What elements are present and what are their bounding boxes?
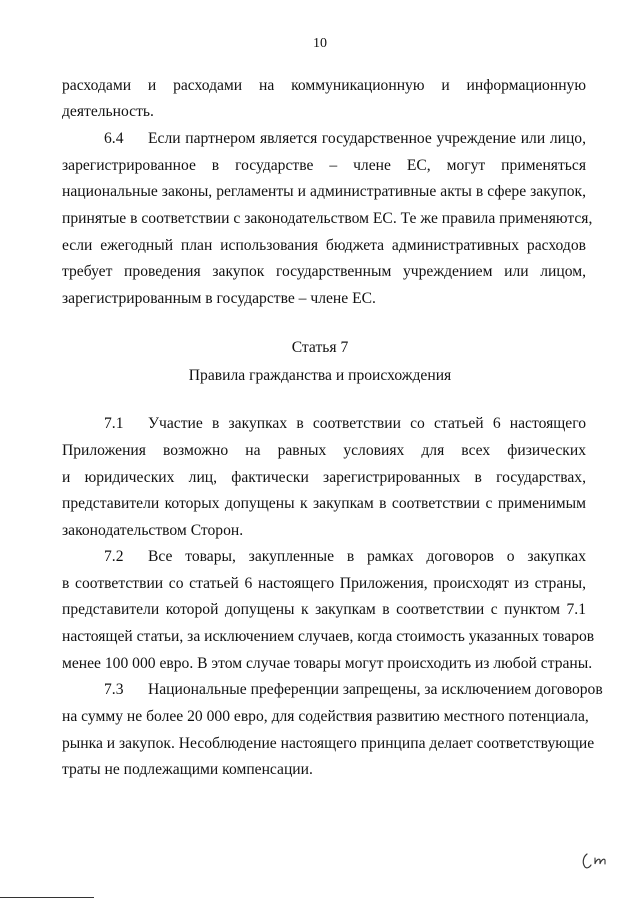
paragraph-7-3-line-1 — [104, 680, 603, 700]
paragraph-6-4-line-2: зарегистрированное в государстве – члене ЕС, могут применяться — [62, 157, 586, 174]
paragraph-7-2-line-4: настоящей статьи, за исключением случаев, когда стоимость указанных товаров — [62, 628, 595, 645]
paragraph-7-2-line-1 — [104, 547, 586, 567]
paragraph-7-2-line-3: представители которой допущены к закупкам в соответствии с пунктом 7.1 — [62, 601, 586, 618]
paragraph-6-4-text-1: Если партнером является государственное учреждение или лицо, — [148, 130, 586, 147]
paragraph-7-2-line-5: менее 100 000 евро. В этом случае товары могут происходить из любой страны. — [62, 655, 593, 672]
paragraph-7-2-line-2: в соответствии со статьей 6 настоящего Приложения, происходят из страны, — [62, 575, 586, 592]
paragraph-7-1-text-1: Участие в закупках в соответствии со статьей 6 настоящего — [148, 415, 586, 432]
paragraph-6-4-line-4: принятые в соответствии с законодательством ЕС. Те же правила применяются, — [62, 210, 593, 227]
handwritten-initials — [578, 848, 618, 872]
intro-line-1: расходами и расходами на коммуникационную и информационную — [62, 77, 586, 94]
paragraph-6-4-line-1 — [104, 129, 586, 149]
paragraph-7-1-line-3: и юридических лиц, фактически зарегистрированных в государствах, — [62, 469, 586, 486]
paragraph-7-1-number: 7.1 — [104, 415, 124, 432]
paragraph-7-2-text-1: Все товары, закупленные в рамках договоров о закупках — [148, 548, 586, 565]
page-number: 10 — [313, 36, 327, 51]
paragraph-6-4-line-3: национальные законы, регламенты и административные акты в сфере закупок, — [62, 183, 586, 200]
paragraph-6-4-line-5: если ежегодный план использования бюджета административных расходов — [62, 237, 586, 254]
paragraph-6-4-line-7: зарегистрированным в государстве – члене ЕС. — [62, 290, 376, 307]
paragraph-7-3-line-3: рынка и закупок. Несоблюдение настоящего принципа делает соответствующие — [62, 735, 595, 752]
bottom-divider — [0, 897, 94, 898]
paragraph-7-3-number: 7.3 — [104, 681, 124, 698]
paragraph-7-3-line-4: траты не подлежащими компенсации. — [62, 761, 313, 778]
paragraph-7-1-line-2: Приложения возможно на равных условиях для всех физических — [62, 442, 586, 459]
paragraph-7-1-line-5: законодательством Сторон. — [62, 522, 244, 539]
paragraph-7-3-line-2: на сумму не более 20 000 евро, для содействия развитию местного потенциала, — [62, 708, 589, 725]
paragraph-7-3-text-1: Национальные преференции запрещены, за исключением договоров — [148, 681, 603, 698]
paragraph-7-2-number: 7.2 — [104, 548, 124, 565]
paragraph-6-4-number: 6.4 — [104, 130, 124, 147]
paragraph-7-1-line-4: представители которых допущены к закупкам в соответствии с применимым — [62, 495, 586, 512]
intro-line-2: деятельность. — [62, 103, 154, 120]
paragraph-7-1-line-1 — [104, 414, 586, 434]
article-title: Правила гражданства и происхождения — [188, 367, 452, 384]
paragraph-6-4-line-6: требует проведения закупок государственным учреждением или лицом, — [62, 263, 586, 280]
article-heading: Статья 7 — [291, 339, 349, 356]
